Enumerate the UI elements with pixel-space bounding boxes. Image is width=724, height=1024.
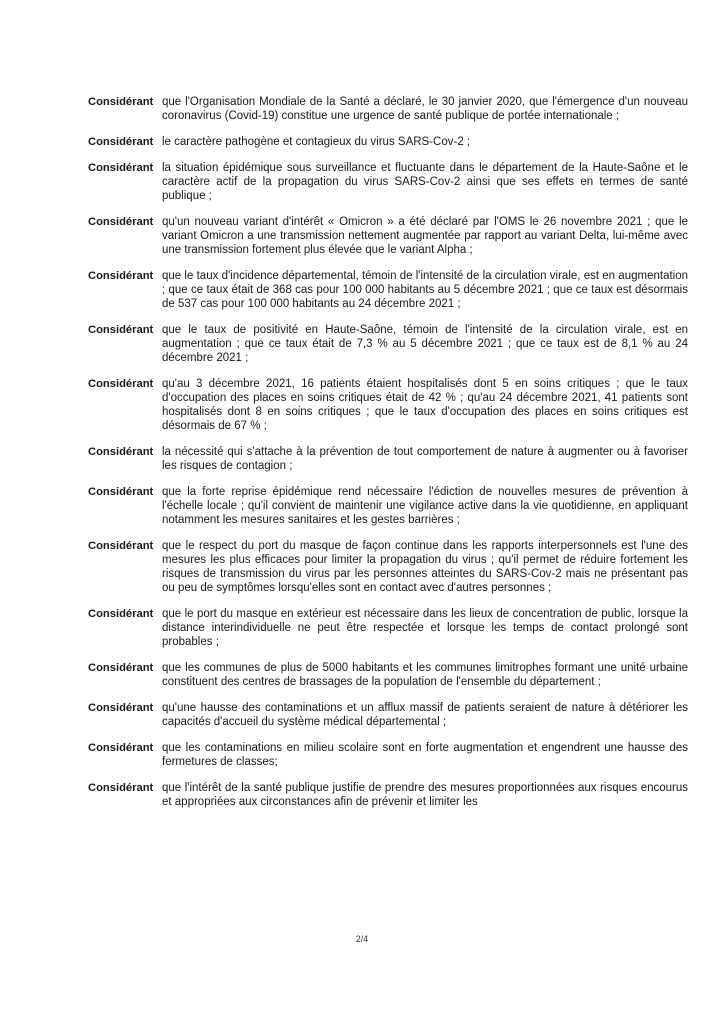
considerant-label: Considérant bbox=[88, 270, 154, 282]
considerant-label: Considérant bbox=[88, 702, 154, 714]
considerant-item bbox=[88, 135, 688, 149]
considerant-text: le caractère pathogène et contagieux du virus SARS-Cov-2 ; bbox=[162, 136, 471, 148]
considerant-item bbox=[88, 661, 688, 689]
considerant-item bbox=[88, 607, 688, 649]
considerant-text: la situation épidémique sous surveillance et fluctuante dans le département de la Haute-Saône et le caractère actif de la propagation du virus SARS-Cov-2 ainsi que ses effets en termes de santé publique ; bbox=[162, 162, 688, 202]
considerant-item bbox=[88, 269, 688, 311]
considerant-item bbox=[88, 323, 688, 365]
considerant-label: Considérant bbox=[88, 742, 154, 754]
considerant-label: Considérant bbox=[88, 540, 154, 552]
considerant-text: que le taux d'incidence départemental, témoin de l'intensité de la circulation virale, est en augmentation ; que ce taux était de 368 cas pour 100 000 habitants au 5 décembre 2021 ; que ce taux est désormais de 537 cas pour 100 000 habitants au 24 décembre 2021 ; bbox=[162, 270, 688, 310]
considerant-text: que le port du masque en extérieur est nécessaire dans les lieux de concentration de public, lorsque la distance interindividuelle ne peut être respectée et lorsque les temps de contact prolongé sont probables ; bbox=[162, 608, 688, 648]
considerant-label: Considérant bbox=[88, 782, 154, 794]
considerant-text: qu'un nouveau variant d'intérêt « Omicron » a été déclaré par l'OMS le 26 novembre 2021 ; que le variant Omicron a une transmission nettement augmentée par rapport au variant Delta, lui-même avec une transmission fortement plus élevée que le variant Alpha ; bbox=[162, 216, 688, 256]
considerant-item bbox=[88, 741, 688, 769]
considerant-item bbox=[88, 701, 688, 729]
considerant-label: Considérant bbox=[88, 608, 154, 620]
page-number: 2/4 bbox=[355, 934, 369, 944]
considerant-item bbox=[88, 161, 688, 203]
considerant-text: que la forte reprise épidémique rend nécessaire l'édiction de nouvelles mesures de prévention à l'échelle locale ; qu'il convient de maintenir une vigilance active dans la vie quotidienne, en appliquant notamment les mesures sanitaires et les gestes barrières ; bbox=[162, 486, 688, 526]
considerant-text: que l'intérêt de la santé publique justifie de prendre des mesures proportionnées aux risques encourus et appropriées aux circonstances afin de prévenir et limiter les bbox=[162, 782, 688, 808]
considerant-label: Considérant bbox=[88, 136, 154, 148]
considerants-list bbox=[88, 95, 688, 821]
considerant-label: Considérant bbox=[88, 378, 154, 390]
considerant-text: que l'Organisation Mondiale de la Santé a déclaré, le 30 janvier 2020, que l'émergence d'un nouveau coronavirus (Covid-19) constitue une urgence de santé publique de portée internationale ; bbox=[162, 96, 688, 122]
considerant-text: que le respect du port du masque de façon continue dans les rapports interpersonnels est l'une des mesures les plus efficaces pour limiter la propagation du virus ; qu'il permet de réduire fortement les risques de transmission du virus par les personnes atteintes du SARS-Cov-2 mais ne présentant pas ou peu de symptômes lorsqu'elles sont en contact avec d'autres personnes ; bbox=[162, 540, 688, 594]
considerant-text: que le taux de positivité en Haute-Saône, témoin de l'intensité de la circulation virale, est en augmentation ; que ce taux était de 7,3 % au 5 décembre 2021 ; que ce taux est de 8,1 % au 24 décembre 2021 ; bbox=[162, 324, 688, 364]
considerant-item bbox=[88, 485, 688, 527]
considerant-item bbox=[88, 95, 688, 123]
considerant-item bbox=[88, 539, 688, 595]
considerant-text: qu'au 3 décembre 2021, 16 patients étaient hospitalisés dont 5 en soins critiques ; que le taux d'occupation des places en soins critiques était de 42 % ; qu'au 24 décembre 2021, 41 patients sont hospitalisés dont 8 en soins critiques ; que le taux d'occupation des places en soins critiques est désormais de 67 % ; bbox=[162, 378, 688, 432]
considerant-text: la nécessité qui s'attache à la prévention de tout comportement de nature à augmenter ou à favoriser les risques de contagion ; bbox=[162, 446, 688, 472]
considerant-label: Considérant bbox=[88, 162, 154, 174]
considerant-item bbox=[88, 215, 688, 257]
considerant-label: Considérant bbox=[88, 216, 154, 228]
considerant-item bbox=[88, 781, 688, 809]
considerant-label: Considérant bbox=[88, 96, 154, 108]
considerant-label: Considérant bbox=[88, 486, 154, 498]
considerant-text: qu'une hausse des contaminations et un afflux massif de patients seraient de nature à détériorer les capacités d'accueil du système médical départemental ; bbox=[162, 702, 688, 728]
considerant-text: que les contaminations en milieu scolaire sont en forte augmentation et engendrent une hausse des fermetures de classes; bbox=[162, 742, 688, 768]
considerant-item bbox=[88, 377, 688, 433]
considerant-label: Considérant bbox=[88, 446, 154, 458]
considerant-label: Considérant bbox=[88, 324, 154, 336]
considerant-item bbox=[88, 445, 688, 473]
considerant-text: que les communes de plus de 5000 habitants et les communes limitrophes formant une unité urbaine constituent des centres de brassages de la population de l'ensemble du département ; bbox=[162, 662, 688, 688]
considerant-label: Considérant bbox=[88, 662, 154, 674]
